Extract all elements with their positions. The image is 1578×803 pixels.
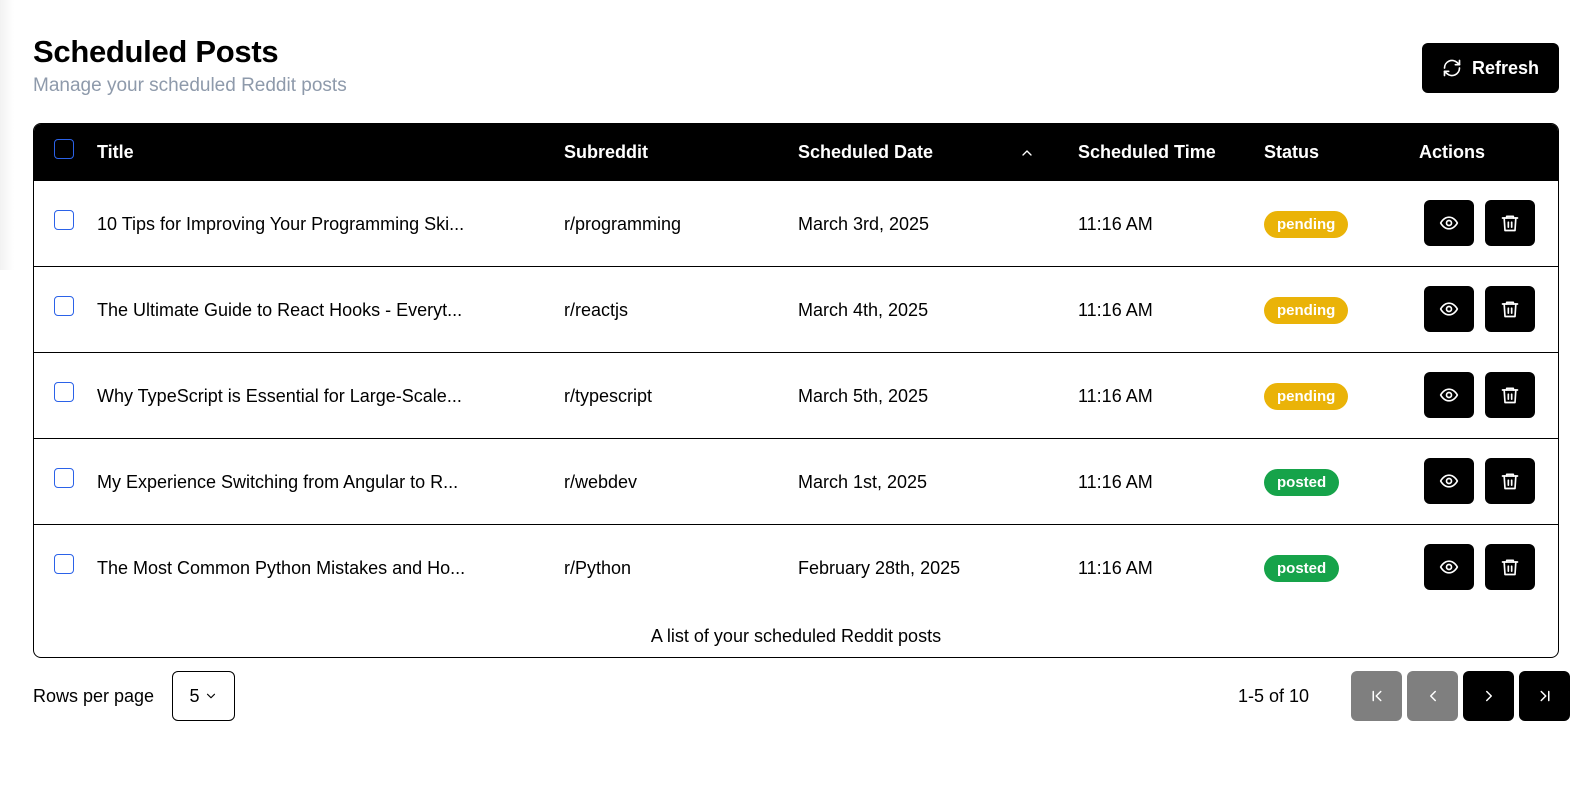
row-checkbox[interactable] (54, 210, 74, 230)
post-scheduled-date: March 1st, 2025 (798, 471, 928, 492)
post-title: The Ultimate Guide to React Hooks - Everyt... (97, 299, 463, 320)
refresh-icon (1442, 58, 1462, 78)
column-title[interactable]: Title (97, 142, 134, 162)
posts-table (33, 123, 1559, 658)
status-badge: posted (1264, 555, 1339, 582)
table-row (34, 439, 1558, 525)
chevrons-first-icon (1368, 687, 1386, 705)
post-title: Why TypeScript is Essential for Large-Scale... (97, 385, 462, 406)
status-badge: pending (1264, 383, 1348, 410)
column-scheduled-time[interactable]: Scheduled Time (1078, 142, 1216, 162)
trash-icon (1500, 299, 1520, 319)
post-scheduled-date: February 28th, 2025 (798, 557, 961, 578)
view-post-button[interactable] (1424, 458, 1474, 504)
post-scheduled-time: 11:16 AM (1078, 299, 1153, 320)
post-subreddit: r/reactjs (564, 299, 629, 320)
post-title: The Most Common Python Mistakes and Ho... (97, 557, 466, 578)
delete-post-button[interactable] (1485, 458, 1535, 504)
post-title: 10 Tips for Improving Your Programming Ski... (97, 213, 465, 234)
edge-shadow (0, 0, 14, 270)
post-subreddit: r/webdev (564, 471, 638, 492)
eye-icon (1439, 557, 1459, 577)
column-subreddit[interactable]: Subreddit (564, 142, 648, 162)
eye-icon (1439, 213, 1459, 233)
chevrons-last-icon (1536, 687, 1554, 705)
row-checkbox[interactable] (54, 468, 74, 488)
post-scheduled-date: March 5th, 2025 (798, 385, 929, 406)
column-status[interactable]: Status (1264, 142, 1320, 162)
post-subreddit: r/Python (564, 557, 632, 578)
trash-icon (1500, 385, 1520, 405)
pagination-range: 1-5 of 10 (1238, 686, 1310, 706)
chevron-right-icon (1480, 687, 1498, 705)
status-badge: pending (1264, 297, 1348, 324)
table-row (34, 353, 1558, 439)
post-subreddit: r/typescript (564, 385, 653, 406)
post-scheduled-date: March 3rd, 2025 (798, 213, 930, 234)
table-row (34, 525, 1558, 611)
post-scheduled-time: 11:16 AM (1078, 385, 1153, 406)
chevron-down-icon (204, 689, 218, 703)
delete-post-button[interactable] (1485, 544, 1535, 590)
eye-icon (1439, 299, 1459, 319)
page-subtitle: Manage your scheduled Reddit posts (33, 75, 347, 96)
post-scheduled-time: 11:16 AM (1078, 471, 1153, 492)
row-checkbox[interactable] (54, 296, 74, 316)
view-post-button[interactable] (1424, 200, 1474, 246)
view-post-button[interactable] (1424, 372, 1474, 418)
table-header (34, 124, 1558, 181)
last-page-button[interactable] (1519, 671, 1570, 721)
view-post-button[interactable] (1424, 544, 1474, 590)
page-header (33, 34, 347, 98)
delete-post-button[interactable] (1485, 200, 1535, 246)
refresh-button[interactable] (1422, 43, 1559, 93)
column-actions: Actions (1419, 142, 1486, 162)
delete-post-button[interactable] (1485, 286, 1535, 332)
chevron-left-icon (1424, 687, 1442, 705)
table-caption: A list of your scheduled Reddit posts (650, 626, 942, 646)
row-checkbox[interactable] (54, 554, 74, 574)
post-scheduled-time: 11:16 AM (1078, 557, 1153, 578)
post-scheduled-time: 11:16 AM (1078, 213, 1153, 234)
rows-per-page-value: 5 (189, 685, 200, 706)
select-all-checkbox[interactable] (54, 139, 74, 159)
row-checkbox[interactable] (54, 382, 74, 402)
previous-page-button[interactable] (1407, 671, 1458, 721)
post-scheduled-date: March 4th, 2025 (798, 299, 929, 320)
delete-post-button[interactable] (1485, 372, 1535, 418)
chevron-up-icon[interactable] (1019, 145, 1035, 161)
status-badge: pending (1264, 211, 1348, 238)
page-title: Scheduled Posts (33, 34, 279, 69)
next-page-button[interactable] (1463, 671, 1514, 721)
first-page-button[interactable] (1351, 671, 1402, 721)
refresh-label: Refresh (1471, 57, 1540, 78)
post-subreddit: r/programming (564, 213, 682, 234)
column-scheduled-date[interactable]: Scheduled Date (798, 142, 934, 162)
status-badge: posted (1264, 469, 1339, 496)
table-body (34, 181, 1558, 611)
post-title: My Experience Switching from Angular to R... (97, 471, 459, 492)
trash-icon (1500, 213, 1520, 233)
trash-icon (1500, 471, 1520, 491)
eye-icon (1439, 471, 1459, 491)
table-row (34, 267, 1558, 353)
view-post-button[interactable] (1424, 286, 1474, 332)
rows-per-page-label: Rows per page (33, 686, 155, 706)
trash-icon (1500, 557, 1520, 577)
table-row (34, 181, 1558, 267)
rows-per-page-select[interactable] (172, 671, 235, 721)
eye-icon (1439, 385, 1459, 405)
